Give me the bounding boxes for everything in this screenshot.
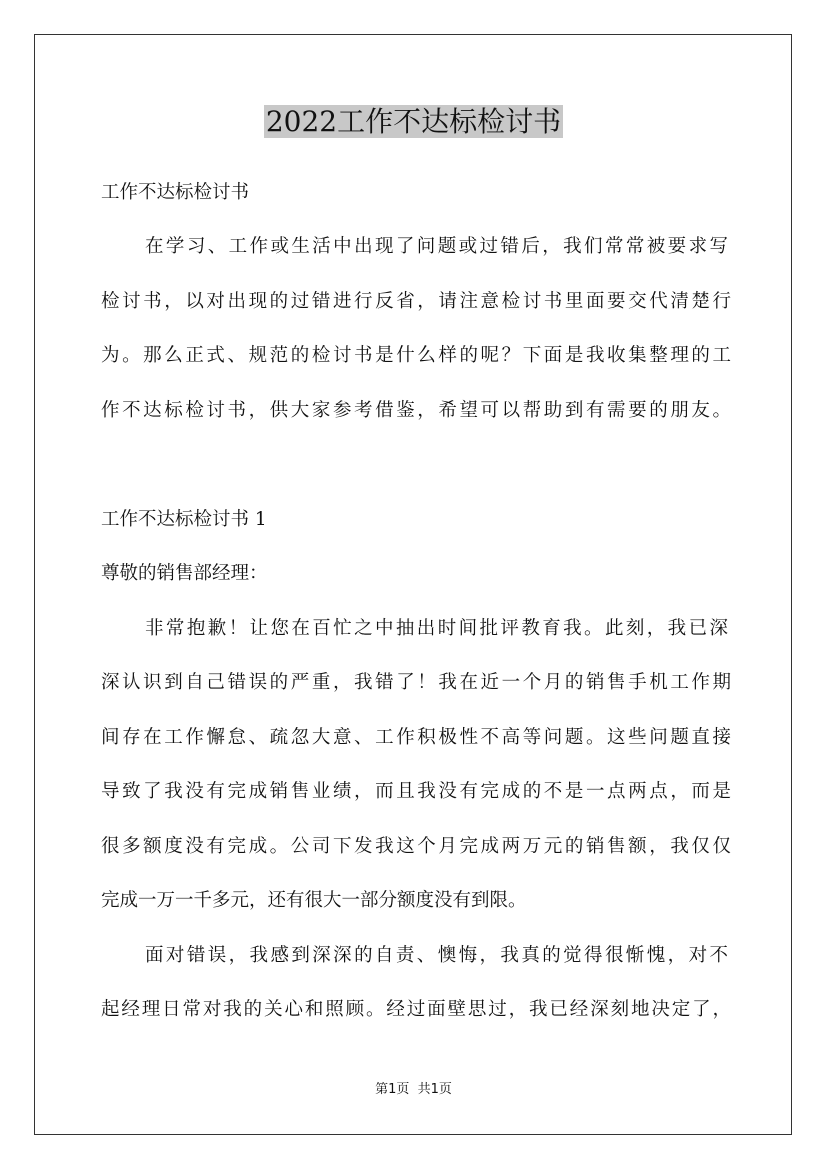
document-title-text: 2022工作不达标检讨书 [265,105,562,138]
section-heading: 工作不达标检讨书 1 [101,509,267,530]
document-title [0,100,827,144]
paragraph1-line-4: 导致了我没有完成销售业绩，而且我没有完成的不是一点两点，而是 [101,781,731,802]
intro-line-2: 检讨书，以对出现的过错进行反省，请注意检讨书里面要交代清楚行 [101,291,731,312]
paragraph1-line-5: 很多额度没有完成。公司下发我这个月完成两万元的销售额，我仅仅 [101,836,731,857]
paragraph1-line-1: 非常抱歉！让您在百忙之中抽出时间批评教育我。此刻，我已深 [145,618,728,639]
paragraph2-line-1: 面对错误，我感到深深的自责、懊悔，我真的觉得很惭愧，对不 [145,945,728,966]
intro-line-1: 在学习、工作或生活中出现了问题或过错后，我们常常被要求写 [145,236,728,257]
page-footer [0,1080,827,1100]
paragraph2-line-2: 起经理日常对我的关心和照顾。经过面壁思过，我已经深刻地决定了， [101,999,731,1020]
paragraph1-line-3: 间存在工作懈怠、疏忽大意、工作积极性不高等问题。这些问题直接 [101,727,731,748]
intro-line-4: 作不达标检讨书，供大家参考借鉴，希望可以帮助到有需要的朋友。 [101,400,731,421]
intro-line-3: 为。那么正式、规范的检讨书是什么样的呢？下面是我收集整理的工 [101,345,731,366]
paragraph1-line-2: 深认识到自己错误的严重，我错了！我在近一个月的销售手机工作期 [101,672,731,693]
page-total: 共1页 [417,1082,452,1097]
document-subtitle: 工作不达标检讨书 [101,182,250,203]
salutation: 尊敬的销售部经理： [101,563,268,584]
page-number: 第1页 [375,1082,410,1097]
paragraph1-line-6: 完成一万一千多元，还有很大一部分额度没有到限。 [101,890,527,911]
